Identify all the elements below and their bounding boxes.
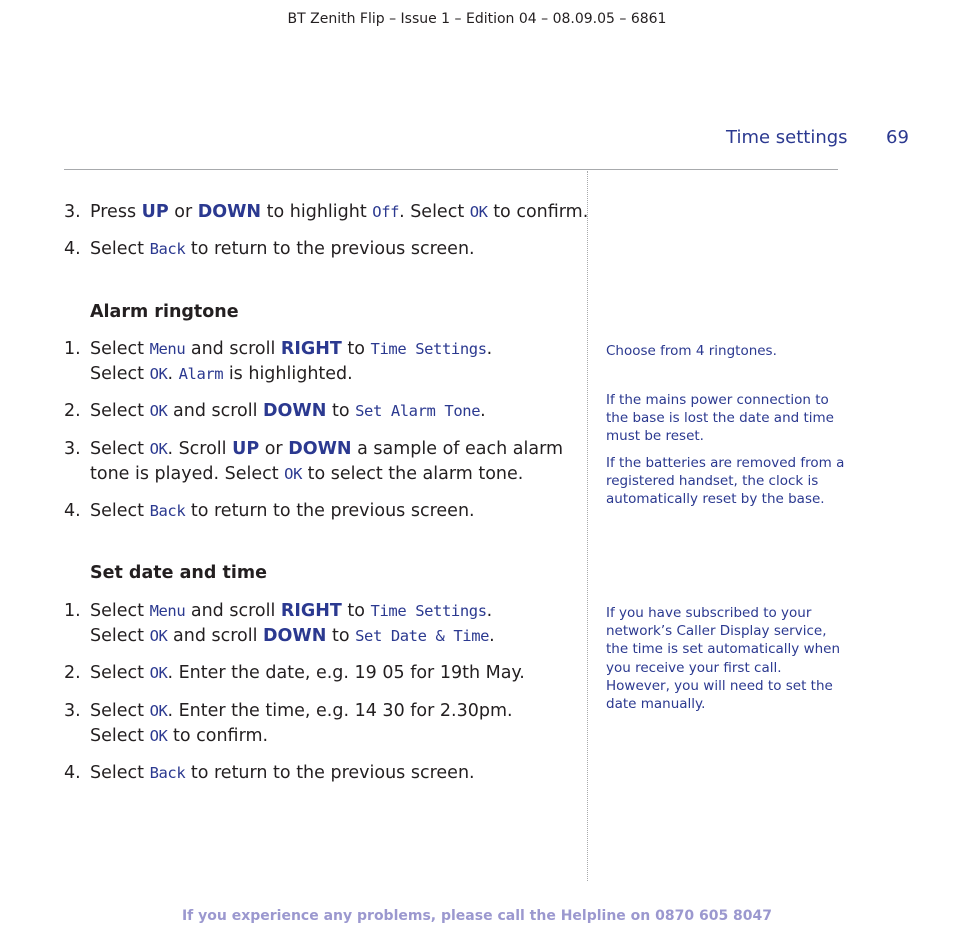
key-up: UP [232, 439, 260, 459]
intro-step-4: 4. Select Back to return to the previous screen. [64, 237, 475, 262]
display-text-time-settings: Time Settings [370, 602, 487, 620]
key-right: RIGHT [280, 601, 342, 621]
display-text-back: Back [149, 502, 186, 520]
display-text-ok: OK [149, 365, 168, 383]
alarm-step-1: 1. Select Menu and scroll RIGHT to Time Settings. Select OK. Alarm is highlighted. [64, 339, 493, 384]
set-date-time-heading: Set date and time [90, 563, 267, 583]
alarm-ringtone-heading: Alarm ringtone [90, 302, 239, 322]
step-number: 3. [64, 202, 81, 222]
key-down: DOWN [288, 439, 352, 459]
display-text-back: Back [149, 240, 186, 258]
display-text-ok: OK [149, 664, 168, 682]
display-text-alarm: Alarm [178, 365, 224, 383]
display-text-ok: OK [149, 702, 168, 720]
helpline-phone: 0870 605 8047 [655, 908, 773, 924]
display-text-menu: Menu [149, 602, 186, 620]
step-number: 1. [64, 601, 81, 621]
display-text-set-alarm-tone: Set Alarm Tone [355, 402, 481, 420]
datetime-step-1: 1. Select Menu and scroll RIGHT to Time Settings. Select OK and scroll DOWN to Set Date & Time. [64, 601, 495, 646]
step-number: 4. [64, 239, 81, 259]
display-text-ok: OK [149, 627, 168, 645]
display-text-set-date-time: Set Date & Time [355, 627, 490, 645]
datetime-step-3: 3. Select OK. Enter the time, e.g. 14 30 for 2.30pm. Select OK to confirm. [64, 701, 513, 746]
note-ringtones: Choose from 4 ringtones. [606, 343, 777, 359]
helpline-footer [0, 908, 954, 924]
display-text-off: Off [372, 203, 400, 221]
display-text-back: Back [149, 764, 186, 782]
display-text-ok: OK [149, 440, 168, 458]
key-down: DOWN [197, 202, 262, 222]
display-text-ok: OK [149, 402, 168, 420]
intro-step-3: 3. Press UP or DOWN to highlight Off. Select OK to confirm. [64, 200, 588, 225]
step-number: 3. [64, 701, 81, 721]
key-down: DOWN [263, 626, 327, 646]
display-text-time-settings: Time Settings [370, 340, 487, 358]
note-caller-display: If you have subscribed to your network’s Caller Display service, the time is set automatically when you receive your first call. However, you will need to set the date manually. [606, 605, 841, 713]
step-number: 1. [64, 339, 81, 359]
alarm-step-2: 2. Select OK and scroll DOWN to Set Alarm Tone. [64, 399, 486, 424]
step-number: 2. [64, 401, 81, 421]
note-mains-power: If the mains power connection to the base is lost the date and time must be reset. [606, 392, 834, 445]
display-text-ok: OK [469, 203, 488, 221]
alarm-step-4: 4. Select Back to return to the previous screen. [64, 499, 475, 524]
display-text-ok: OK [149, 727, 168, 745]
column-divider [587, 171, 588, 881]
note-batteries: If the batteries are removed from a registered handset, the clock is automatically reset by the base. [606, 455, 845, 508]
display-text-ok: OK [284, 465, 303, 483]
header-rule [64, 169, 838, 170]
step-number: 2. [64, 663, 81, 683]
key-up: UP [141, 202, 169, 222]
datetime-step-2: 2. Select OK. Enter the date, e.g. 19 05 for 19th May. [64, 661, 525, 686]
display-text-menu: Menu [149, 340, 186, 358]
section-title: Time settings [726, 127, 848, 148]
alarm-step-3: 3. Select OK. Scroll UP or DOWN a sample of each alarm tone is played. Select OK to select the alarm tone. [64, 439, 564, 484]
step-number: 4. [64, 501, 81, 521]
helpline-text: If you experience any problems, please call the Helpline on [181, 908, 656, 924]
document-reference: BT Zenith Flip – Issue 1 – Edition 04 – 08.09.05 – 6861 [287, 11, 667, 27]
key-down: DOWN [263, 401, 327, 421]
datetime-step-4: 4. Select Back to return to the previous screen. [64, 761, 475, 786]
key-right: RIGHT [280, 339, 342, 359]
step-number: 3. [64, 439, 81, 459]
step-number: 4. [64, 763, 81, 783]
page-number: 69 [886, 127, 909, 148]
